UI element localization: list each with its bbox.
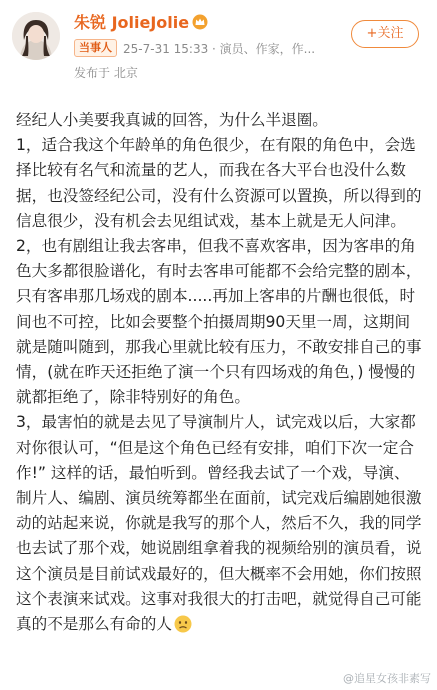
post-header <box>0 0 437 96</box>
post-location: 发布于 北京 <box>74 66 138 80</box>
post-meta <box>74 38 315 58</box>
post-paragraph: 经纪人小美要我真诚的回答，为什么半退圈。 <box>16 111 328 129</box>
avatar[interactable] <box>12 12 60 60</box>
watermark: @追星女孩非素写 <box>343 672 431 685</box>
username[interactable] <box>74 10 208 34</box>
post-paragraph: 2，也有剧组让我去客串，但我不喜欢客串，因为客串的角色大多都很脸谱化，有时去客串可能都不会给完整的剧本，只有客串那几场戏的剧本.....再加上客串的片酬也很低，时间也不可控，比如会要整个拍摄周期90天里一周，这期间就是随叫随到，那我心里就比较有压力，不敢安排自己的事情，(就在昨天还拒绝了演一个只有四场戏的角色，) 慢慢的就都拒绝了，除非特别好的角色。 <box>16 237 422 407</box>
post-body <box>16 108 424 641</box>
sad-face-emoji-icon <box>174 615 192 641</box>
crown-icon <box>192 14 208 34</box>
follow-button[interactable]: +关注 <box>351 20 419 48</box>
post-time-and-bio: 25-7-31 15:33 · 演员、作家，作... <box>123 41 316 56</box>
post-paragraph <box>16 410 424 641</box>
username-text[interactable]: 朱锐 JolieJolie <box>74 13 190 32</box>
status-badge: 当事人 <box>74 39 117 57</box>
post-paragraph-text: 3，最害怕的就是去见了导演制片人，试完戏以后，大家都对你很认可，“但是这个角色已经有安排，咱们下次一定合作!” 这样的话，最怕听到。曾经我去试了一个戏，导演、制片人、编剧、演员统筹都坐在面前，试完戏后编剧她很激动的站起来说，你就是我写的那个人，然后不久，我的同学也去试了那个戏，她说剧组拿着我的视频给别的演员看，说这个演员是目前试戏最好的，但大概率不会用她，你们按照这个表演来试戏。这事对我很大的打击吧，就觉得自己可能真的不是那么有命的人 <box>16 413 422 634</box>
post-paragraph: 1，适合我这个年龄单的角色很少，在有限的角色中，会选择比较有名气和流量的艺人，而我在各大平台也没什么数据，也没签经纪公司，没有什么资源可以置换，所以得到的信息很少，没有机会去见组试戏，基本上就是无人问津。 <box>16 136 422 230</box>
